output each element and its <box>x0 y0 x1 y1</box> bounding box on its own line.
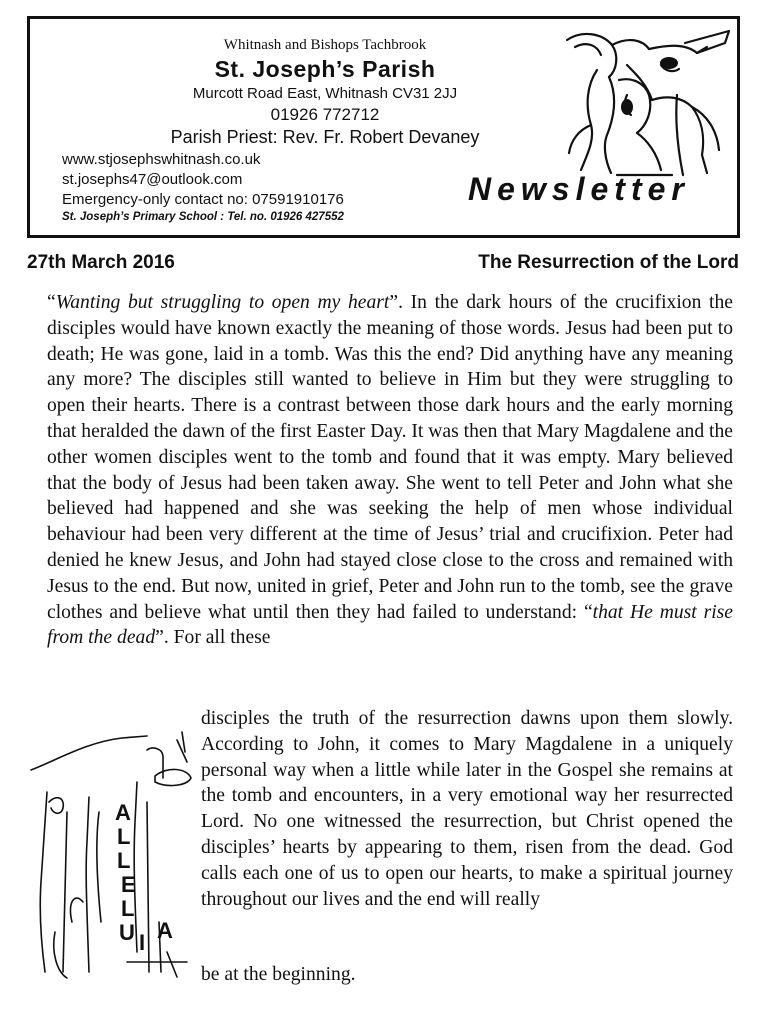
alleluia-letter: U <box>119 920 135 945</box>
article-paragraph-end: be at the beginning. <box>201 964 356 985</box>
scripture-quote: that He must rise from the dead <box>47 601 733 649</box>
alleluia-letter: L <box>117 824 131 849</box>
alleluia-letter: L <box>121 896 135 921</box>
parish-area-subtitle: Whitnash and Bishops Tachbrook <box>223 37 427 53</box>
alleluia-letter: L <box>117 848 131 873</box>
newsletter-heading: Newsletter <box>468 171 690 207</box>
school-contact: St. Joseph’s Primary School : Tel. no. 01926 427552 <box>62 211 344 223</box>
alleluia-letter: E <box>121 872 136 897</box>
resurrection-sketch-logo-icon <box>557 25 735 185</box>
alleluia-letter: A <box>115 800 131 825</box>
email-link[interactable]: st.josephs47@outlook.com <box>62 171 243 188</box>
website-link[interactable]: www.stjosephswhitnash.co.uk <box>62 151 261 168</box>
parish-address: Murcott Road East, Whitnash CV31 2JJ <box>192 85 458 102</box>
emergency-contact: Emergency-only contact no: 07591910176 <box>62 191 344 208</box>
alleluia-letter: I <box>139 930 146 955</box>
article-paragraph-side: disciples the truth of the resurrection dawns upon them slowly. According to John, it comes to Mary Magdalene in a uniquely personal way when a little while later in the Gospel she remains at the tomb and encounters, in a very emotional way her resurrected Lord. No one witnessed the resurrection, but Christ opened the disciples’ hearts by appearing to them, risen from the dead. God calls each one of us to open our hearts, to make a spiritual journey throughout our lives and the end will really <box>201 708 733 910</box>
parish-priest: Parish Priest: Rev. Fr. Robert Devaney <box>170 127 480 147</box>
issue-date: 27th March 2016 <box>27 252 175 273</box>
feast-title: The Resurrection of the Lord <box>478 252 739 273</box>
parish-phone: 01926 772712 <box>270 105 380 124</box>
article-text-part2: ”. For all these <box>155 627 271 649</box>
opening-quote: Wanting but struggling to open my heart <box>55 292 390 313</box>
article-text-part1: ”. In the dark hours of the crucifixion the disciples would have known exactly the meaning of those words. Jesus had been put to death; He was gone, laid in a tomb. Was this the end? Did anything have any meaning any more? The disciples still wanted to believe in Him but they were struggling to open their hearts. There is a contrast between those dark hours and the early morning that heralded the dawn of the first Easter Day. It was then that Mary Magdalene and the other women disciples went to the tomb and found that it was empty. Mary believed that the body of Jesus had been taken away. She went to tell Peter and John what she believed had happened and she was seeking the help of men whose individual behaviour had been very different at the time of Jesus’ trial and crucifixion. Peter had denied he knew Jesus, and John had stayed close close to the cross and remained with Jesus to the end. But now, united in grief, Peter and John run to the tomb, see the grave clothes and believe what until then they had failed to understand: “ <box>47 292 733 623</box>
alleluia-drawing-icon <box>27 722 195 984</box>
article-paragraph-main: “Wanting but struggling to open my heart”. In the dark hours of the crucifixion the disciples would have known exactly the meaning of those words. Jesus had been put to death; He was gone, laid in a tomb. Was this the end? Did anything have any meaning any more? The disciples still wanted to believe in Him but they were struggling to open their hearts. There is a contrast between those dark hours and the early morning that heralded the dawn of the first Easter Day. It was then that Mary Magdalene and the other women disciples went to the tomb and found that it was empty. Mary believed that the body of Jesus had been taken away. She went to tell Peter and John what she believed had happened and she was seeking the help of men whose individual behaviour had been very different at the time of Jesus’ trial and crucifixion. Peter had denied he knew Jesus, and John had stayed close close to the cross and remained with Jesus to the end. But now, united in grief, Peter and John run to the tomb, see the grave clothes and believe what until then they had failed to understand: “that He must rise from the dead”. For all these <box>47 292 733 649</box>
alleluia-letter: A <box>157 918 173 943</box>
masthead-box <box>27 16 740 238</box>
parish-name: St. Joseph’s Parish <box>214 56 436 82</box>
